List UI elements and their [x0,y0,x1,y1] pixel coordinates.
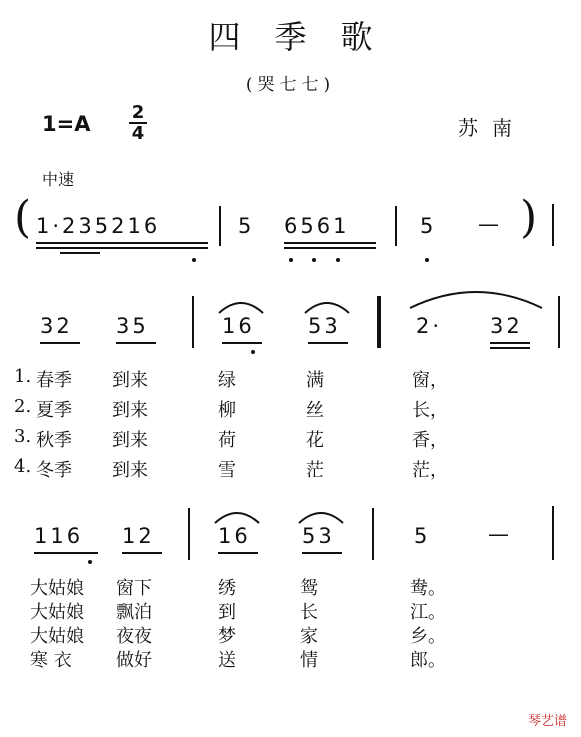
underline-3 [60,252,100,254]
underline [302,552,342,554]
lyric-e: 长， [412,400,448,421]
s2-m3b-notes: 32 [490,314,523,338]
time-denominator: 4 [131,123,145,144]
verse-number: 1. [14,366,32,387]
lyric-c: 送 [218,650,236,671]
low-dot [336,258,340,262]
intro-m2-note: 5 [238,214,255,238]
lyric-a: 冬季 [36,460,72,481]
lyric-c: 荷 [218,430,236,451]
barline-thick [377,296,381,348]
lyric-b: 窗下 [116,578,152,599]
slur-arc [212,506,262,526]
barline [192,296,194,348]
underline-1 [490,342,530,344]
lyric-a: 秋季 [36,430,72,451]
underline-2 [490,347,530,349]
lyric-b: 做好 [116,650,152,671]
lyric-c: 绣 [218,578,236,599]
open-paren: ( [14,192,32,243]
lyric-e: 鸯。 [410,578,446,599]
lyric-a: 大姑娘 [30,602,84,623]
lyric-b: 到来 [112,370,148,391]
time-numerator: 2 [131,102,145,123]
lyric-a: 寒 衣 [30,650,72,671]
barline-end [558,296,560,348]
lyric-d: 情 [300,650,318,671]
underline [34,552,98,554]
verse-number: 3. [14,426,32,447]
s3-m3a-note: 5 [414,524,431,548]
barline [395,206,397,246]
underline-5 [284,247,376,249]
lyric-a: 夏季 [36,400,72,421]
verse-number: 4. [14,456,32,477]
underline-2 [36,247,208,249]
key-signature: 1=A [42,112,91,136]
underline-4 [284,242,376,244]
lyric-d: 满 [306,370,324,391]
lyric-d: 鸳 [300,578,318,599]
lyric-e: 窗， [412,370,448,391]
song-subtitle: (哭七七) [245,75,336,95]
song-title: 四季歌 [208,18,407,56]
s2-m1b-notes: 35 [116,314,149,338]
lyric-d: 丝 [306,400,324,421]
intro-m3-dash: — [478,212,502,236]
lyric-a: 春季 [36,370,72,391]
barline [188,508,190,560]
watermark-logo: 琴艺谱 [527,714,567,729]
underline [218,552,258,554]
lyric-c: 雪 [218,460,236,481]
underline [222,342,262,344]
low-dot [251,350,255,354]
lyric-e: 江。 [410,602,446,623]
close-paren: ) [520,192,538,243]
time-signature [128,103,148,143]
lyric-c: 到 [218,602,236,623]
intro-m1-notes: 1·235216 [36,214,161,238]
barline-end [552,204,554,246]
lyric-b: 到来 [112,400,148,421]
lyric-c: 绿 [218,370,236,391]
slur-arc [296,506,346,526]
lyric-d: 花 [306,430,324,451]
lyric-a: 大姑娘 [30,626,84,647]
lyric-d: 茫 [306,460,324,481]
slur-arc [302,296,352,316]
barline [219,206,221,246]
underline [116,342,156,344]
lyric-b: 飘泊 [116,602,152,623]
lyric-e: 茫， [412,460,448,481]
s3-m2a-notes: 16 [218,524,251,548]
s2-m1a-notes: 32 [40,314,73,338]
s3-m3b-dash: — [488,522,512,546]
lyric-b: 夜夜 [116,626,152,647]
s2-m2a-notes: 16 [222,314,255,338]
lyric-b: 到来 [112,430,148,451]
s3-m1b-notes: 12 [122,524,155,548]
tempo-marking: 中速 [42,170,75,189]
lyric-c: 梦 [218,626,236,647]
song-origin: 苏南 [458,116,526,140]
barline-end [552,506,554,560]
lyric-d: 长 [300,602,318,623]
low-dot [88,560,92,564]
underline-1 [36,242,208,244]
slur-arc [216,296,266,316]
verse-number: 2. [14,396,32,417]
intro-m2-notes: 6561 [284,214,350,238]
s2-m3a-note: 2· [416,314,443,338]
lyric-e: 乡。 [410,626,446,647]
lyric-e: 郎。 [410,650,446,671]
underline [122,552,162,554]
intro-m3-note: 5 [420,214,437,238]
low-dot [425,258,429,262]
s3-m1a-notes: 116 [34,524,84,548]
lyric-a: 大姑娘 [30,578,84,599]
low-dot [192,258,196,262]
lyric-e: 香， [412,430,448,451]
lyric-b: 到来 [112,460,148,481]
tie-arc [406,282,546,312]
underline [40,342,80,344]
barline [372,508,374,560]
s3-m2b-notes: 53 [302,524,335,548]
s2-m2b-notes: 53 [308,314,341,338]
low-dot [289,258,293,262]
underline [308,342,348,344]
low-dot [312,258,316,262]
lyric-d: 家 [300,626,318,647]
lyric-c: 柳 [218,400,236,421]
